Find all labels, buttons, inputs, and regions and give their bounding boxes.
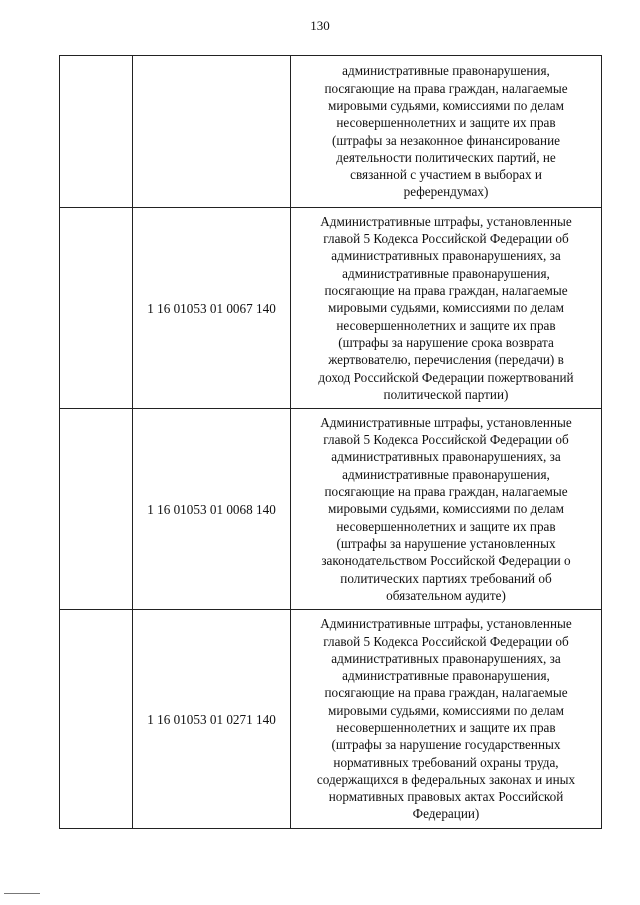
description-cell (291, 409, 602, 610)
budget-code-cell: 1 16 01053 01 0067 140 (133, 208, 291, 409)
budget-code-cell: 1 16 01053 01 0068 140 (133, 409, 291, 610)
description-line: мировыми судьями, комиссиями по делам (328, 702, 564, 718)
empty-cell (60, 208, 133, 409)
description-line: обязательном аудите) (386, 587, 506, 603)
description-line: несовершеннолетних и защите их прав (336, 317, 556, 333)
description-line: Административные штрафы, установленные (320, 616, 572, 632)
description-line: административных правонарушениях, за (331, 449, 561, 465)
table-row (60, 610, 602, 829)
description-line: посягающие на права граждан, налагаемые (324, 80, 568, 96)
description-line: жертвователю, перечисления (передачи) в (328, 352, 564, 368)
description-line: посягающие на права граждан, налагаемые (324, 484, 568, 500)
page-number: 130 (310, 18, 330, 33)
description-line: административные правонарушения, (342, 63, 550, 79)
empty-cell (60, 56, 133, 208)
description-line: главой 5 Кодекса Российской Федерации об (323, 231, 569, 247)
description-line: мировыми судьями, комиссиями по делам (328, 501, 564, 517)
description-line: (штрафы за нарушение установленных (336, 535, 556, 551)
description-line: административных правонарушениях, за (331, 650, 561, 666)
budget-code-cell: 1 16 01053 01 0271 140 (133, 610, 291, 829)
description-line: содержащихся в федеральных законах и иных (316, 771, 576, 787)
description-line: законодательством Российской Федерации о (321, 553, 571, 569)
description-line: мировыми судьями, комиссиями по делам (328, 300, 564, 316)
description-line: несовершеннолетних и защите их прав (336, 720, 556, 735)
description-line: (штрафы за незаконное финансирование (331, 132, 560, 148)
description-line: доход Российской Федерации пожертвований (318, 369, 574, 385)
description-cell (291, 208, 602, 409)
empty-cell (60, 610, 133, 829)
classification-table (59, 55, 602, 829)
description-line: (штрафы за нарушение срока возврата (338, 334, 554, 350)
description-line: политической партии) (383, 386, 509, 402)
description-line: несовершеннолетних и защите их прав (336, 518, 556, 534)
description-line: посягающие на права граждан, налагаемые (324, 685, 568, 701)
description-line: референдумах) (403, 184, 489, 200)
description-line: Административные штрафы, установленные (320, 213, 572, 229)
description-line: посягающие на права граждан, налагаемые (324, 283, 568, 299)
description-line: несовершеннолетних и защите их прав (336, 115, 556, 131)
description-cell (291, 610, 602, 829)
description-line: деятельности политических партий, не (336, 149, 556, 165)
description-line: административные правонарушения, (342, 668, 550, 684)
description-line: главой 5 Кодекса Российской Федерации об (323, 432, 569, 448)
budget-code-cell (133, 56, 291, 208)
description-line: административных правонарушениях, за (331, 248, 561, 264)
description-line: (штрафы за нарушение государственных (331, 737, 561, 753)
table-row (60, 56, 602, 208)
description-line: главой 5 Кодекса Российской Федерации об (323, 633, 569, 649)
table-row (60, 409, 602, 610)
description-line: административные правонарушения, (342, 466, 550, 482)
footer-divider (4, 893, 40, 894)
description-line: Федерации) (412, 806, 480, 822)
description-line: нормативных правовых актах Российской (328, 789, 564, 805)
table-row (60, 208, 602, 409)
empty-cell (60, 409, 133, 610)
description-cell (291, 56, 602, 208)
description-line: связанной с участием в выборах и (350, 167, 542, 183)
description-line: административные правонарушения, (342, 265, 550, 281)
description-line: нормативных требований охраны труда, (333, 754, 559, 770)
description-line: мировыми судьями, комиссиями по делам (328, 97, 564, 113)
description-line: Административные штрафы, установленные (320, 414, 572, 430)
description-line: политических партиях требований об (340, 570, 552, 586)
